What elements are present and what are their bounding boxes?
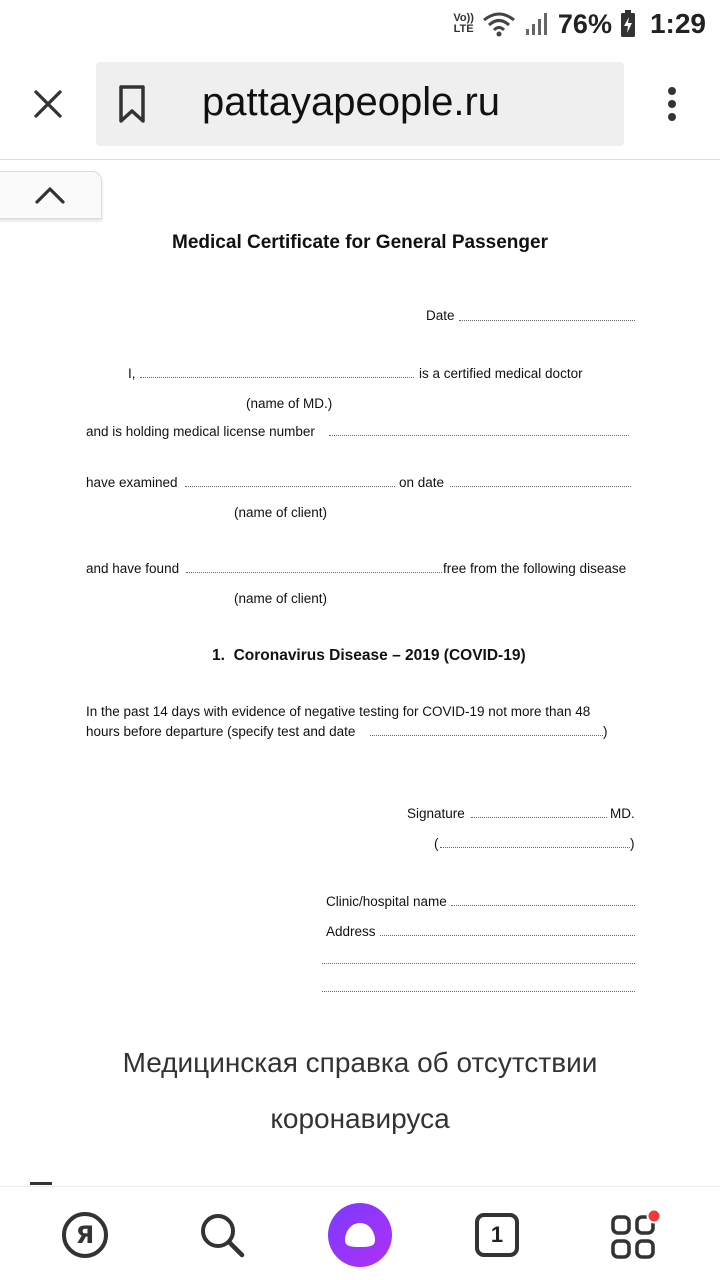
- more-vertical-icon: [667, 86, 677, 122]
- notification-dot: [648, 1210, 661, 1223]
- bookmark-icon[interactable]: [116, 84, 148, 124]
- address-label: Address: [326, 924, 376, 939]
- browser-toolbar: [0, 48, 720, 160]
- free-text: free from the following disease: [443, 561, 627, 576]
- signature-label: Signature: [407, 806, 465, 821]
- close-button[interactable]: [26, 78, 70, 130]
- yandex-letter: Я: [75, 1221, 95, 1249]
- alice-bubble-icon: [343, 1221, 377, 1249]
- address-bar[interactable]: [96, 62, 624, 146]
- clock: 1:29: [649, 8, 706, 39]
- close-icon: [33, 89, 63, 119]
- signature-line: [471, 817, 607, 818]
- md-label: MD.: [610, 806, 635, 821]
- on-date-label: on date: [399, 475, 445, 490]
- test-details-line: [370, 735, 603, 736]
- license-line: [329, 435, 629, 436]
- caption-line-2: коронавируса: [270, 1103, 450, 1134]
- signal-icon: [524, 11, 550, 37]
- certificate-title: Medical Certificate for General Passenger: [172, 232, 548, 253]
- search-button[interactable]: [190, 1203, 254, 1267]
- disease-name: Coronavirus Disease – 2019 (COVID-19): [233, 647, 526, 664]
- address-line-3: [322, 991, 635, 992]
- caption-line-1: Медицинская справка об отсутствии: [122, 1047, 598, 1078]
- more-menu-button[interactable]: [654, 78, 690, 130]
- testing-line-2: hours before departure (specify test and date: [86, 724, 356, 739]
- medical-certificate-image: [0, 161, 720, 1011]
- apps-grid-icon: [609, 1209, 661, 1261]
- battery-charging-icon: [620, 10, 636, 38]
- address-line-2: [322, 963, 635, 964]
- yandex-logo-icon: [62, 1212, 108, 1258]
- i-label: I,: [128, 366, 136, 381]
- status-icons: [453, 6, 706, 42]
- name-md-hint: (name of MD.): [246, 396, 333, 411]
- tabs-button[interactable]: [465, 1203, 529, 1267]
- testing-line-1: In the past 14 days with evidence of negative testing for COVID-19 not more than 48: [86, 704, 591, 719]
- address-line-1: [380, 935, 635, 936]
- clinic-label: Clinic/hospital name: [326, 894, 447, 909]
- name-client-hint-1: (name of client): [234, 505, 328, 520]
- tab-count: 1: [490, 1222, 504, 1247]
- volte-indicator: [453, 13, 474, 35]
- open-paren: (: [434, 836, 439, 851]
- page-content: [0, 161, 720, 1185]
- examined-label: have examined: [86, 475, 178, 490]
- services-button[interactable]: [603, 1203, 667, 1267]
- tabs-icon: [475, 1213, 519, 1257]
- next-content-edge: [30, 1182, 52, 1185]
- yandex-home-button[interactable]: [53, 1203, 117, 1267]
- name-client-hint-2: (name of client): [234, 591, 328, 606]
- disease-item: [212, 647, 526, 665]
- bottom-navigation: [0, 1186, 720, 1280]
- alice-icon: [328, 1203, 392, 1267]
- clinic-name-line: [451, 905, 635, 906]
- printed-name-line: [440, 847, 630, 848]
- alice-assistant-button[interactable]: [328, 1203, 392, 1267]
- date-field-line: [459, 320, 635, 321]
- exam-date-line: [450, 486, 631, 487]
- close-paren-2: ): [630, 836, 635, 851]
- date-label: Date: [426, 308, 455, 323]
- wifi-icon: [482, 11, 516, 37]
- client-name-line-2: [186, 572, 442, 573]
- close-paren-1: ): [603, 724, 608, 739]
- certified-text: is a certified medical doctor: [419, 366, 583, 381]
- search-icon: [198, 1211, 246, 1259]
- volte-top-label: Vo)): [453, 12, 474, 24]
- found-label: and have found: [86, 561, 180, 576]
- md-name-line: [140, 377, 414, 378]
- disease-number: 1.: [212, 647, 225, 664]
- battery-percent: 76%: [557, 8, 612, 39]
- license-text: and is holding medical license number: [86, 424, 315, 439]
- client-name-line-1: [185, 486, 395, 487]
- status-bar: [0, 0, 720, 48]
- url-text[interactable]: pattayapeople.ru: [202, 80, 501, 124]
- volte-bottom-label: LTE: [453, 23, 474, 35]
